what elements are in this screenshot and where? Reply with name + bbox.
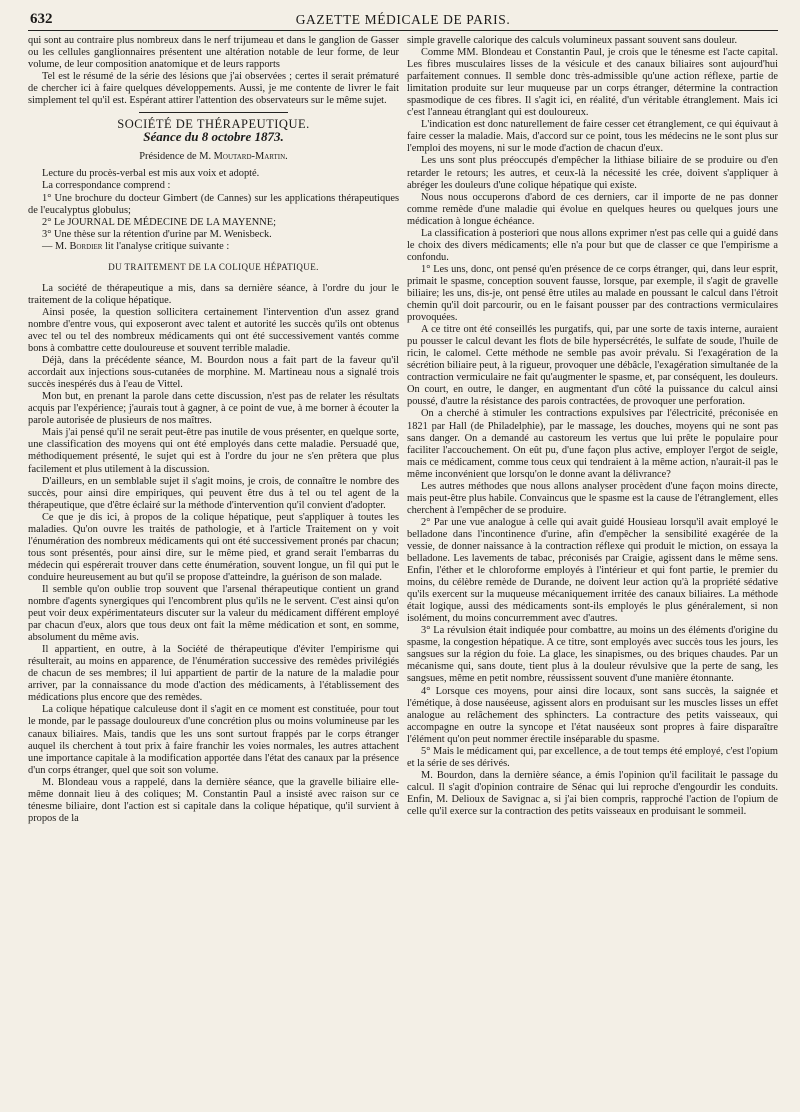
intro-paragraph: qui sont au contraire plus nombreux dans le nerf trijumeau et dans le ganglion de Gasser ou les cellules ganglionnaires présentent une altération notable de leur forme, de leur volume, de leur composition anatomique et de leurs rapports	[28, 35, 399, 71]
body-paragraph: 5° Mais le médicament qui, par excellence, a de tout temps été employé, c'est l'opium et la série de ses dérivés.	[407, 745, 778, 769]
section-divider	[139, 112, 287, 113]
body-paragraph: 3° La révulsion était indiquée pour combattre, au moins un des éléments d'origine du spasme, la congestion hépatique. A ce titre, sont employés avec succès tous les jours, les sangsues sur la région du foie. La glace, les sinapismes, ou des briques chaudes. Par un mécanisme qui, sans doute, tient plus à la douleur révulsive que la perte de sang, les sangsues, même en petit nombre, réussissent souvent d'une manière étonnante.	[407, 625, 778, 685]
body-paragraph: Il appartient, en outre, à la Société de thérapeutique d'éviter l'empirisme qui résulterait, au moins en apparence, de l'énumération successive des remèdes privilégiés de chacun de ses membres; il lui appartient de partir de la nature de la maladie pour arriver, par la connaissance du mode d'action des médicaments, à l'établissement des médications plus encore que des remèdes.	[28, 644, 399, 704]
body-paragraph: 2° Par une vue analogue à celle qui avait guidé Housieau lorsqu'il avait employé le belladone dans l'incontinence d'urine, afin d'empêcher la sensibilité exagérée de la vessie, de donner naissance à la contraction réflexe qui produit le miction, on essaya la belladone. Les lavements de tabac, préconisés par Craigie, agissent dans le même sens. Enfin, l'éther et le chloroforme employés à l'intérieur et qui font partie, le premier du moins, du célèbre remède de Durande, ne doivent leur action qu'à la propriété sédative qu'ils exercent sur la muqueuse mécaniquement irritée des canaux biliaires. La méthode était logique, aussi des médicaments sont-ils employés le plus généralement, si non isolément, du moins concurremment avec d'autres.	[407, 516, 778, 625]
body-paragraph: A ce titre ont été conseillés les purgatifs, qui, par une sorte de taxis interne, auraient pu pousser le calcul devant les flots de bile hypersécrétés, le sulfate de soude, l'huile de ricin, le calomel. Cette méthode ne semble pas avoir prévalu. Si l'exagération de la sécrétion biliaire peut, à la rigueur, provoquer une débâcle, l'exagération simultanée de la contraction vermiculaire ne fait qu'augmenter le spasme, et, par conséquent, les douleurs. On court, en outre, le danger, en augmentant d'un côté la puissance du calcul ainsi poussé, d'autre la résistance des parois contractées, de provoquer une perforation.	[407, 324, 778, 408]
body-paragraph: La colique hépatique calculeuse dont il s'agit en ce moment est constituée, pour tout le monde, par le passage douloureux d'une concrétion plus ou moins volumineuse par les canaux biliaires. Mais, tandis que les uns sont surtout frappés par le corps étranger auquel ils cherchent à tout prix à faire franchir les voies normales, les autres attachent une importance capitale à la modification apportée dans l'état des canaux par la présence d'un corps étranger, quel que soit son volume.	[28, 704, 399, 776]
body-paragraph: Mais j'ai pensé qu'il ne serait peut-être pas inutile de vous présenter, en quelque sorte, une classification des moyens qui ont été employés dans cette maladie. Persuadé que, méthodiquement présenté, le sujet qui est à l'ordre du jour ne s'en prêtera que plus facilement et plus utilement à la discussion.	[28, 427, 399, 475]
body-paragraph: On a cherché à stimuler les contractions expulsives par l'électricité, préconisée en 1821 par Hall (de Philadelphie), par le massage, les douches, moyens qui ne sont pas sans danger. On a demandé au castoreum les vertus que lui prête le populaire pour faciliter l'accouchement. On eût pu, d'une façon plus active, employer l'ergot de seigle, mais ce médicament, comme tous ceux qui tendraient à la même action, n'aurait-il pas le même inconvénient que lorsqu'on le donne avant la délivrance?	[407, 408, 778, 480]
body-paragraph: Ainsi posée, la question sollicitera certainement l'intervention d'un assez grand nombre d'entre vous, qui exposeront avec talent et autorité les succès qu'ils ont obtenus avec tel ou tel des nombreux médicaments qui ont été successivement vantés comme bons à combattre cette douloureuse et souvent terrible maladie.	[28, 306, 399, 355]
body-paragraph: Ce que je dis ici, à propos de la colique hépatique, peut s'appliquer à toutes les maladies. Qu'on ouvre les traités de pathologie, et à l'article Traitement on y voit l'énumération des nombreux médicaments qui ont été successivement pronés par chacun; tous sont présentés, pour ainsi dire, sur le même pied, et grand serait l'embarras du médecin qui espérerait trouver dans cette énumération, souvent longue, un fil qui put le conduire heureusement au but qu'il se propose d'atteindre, la guérison de son malade.	[28, 511, 399, 583]
presidence-prefix: Présidence de M.	[139, 151, 214, 163]
minutes-line: 3° Une thèse sur la rétention d'urine par M. Wenisbeck.	[42, 228, 272, 240]
body-paragraph: D'ailleurs, en un semblable sujet il s'agit moins, je crois, de connaître le nombre des succès, pour ainsi dire empiriques, qui peuvent être dus à tel ou tel agent de la thérapeutique, que d'être éclairé sur la méthode d'intervention qu'il convient d'adopter.	[28, 475, 399, 511]
left-column	[28, 35, 399, 825]
body-paragraph: Les autres méthodes que nous allons analyser procèdent d'une façon moins directe, mais peut-être plus habile. Convaincus que le spasme est la cause de l'étranglement, elles cherchent à l'empêcher de se produire.	[407, 480, 778, 516]
body-paragraph: Mon but, en prenant la parole dans cette discussion, n'est pas de relater les résultats acquis par l'expérience; j'aurais tout à gagner, à ce point de vue, à me borner à écouter la parole autorisée de plusieurs de nos maîtres.	[28, 391, 399, 427]
body-paragraph: Déjà, dans la précédente séance, M. Bourdon nous a fait part de la faveur qu'il accordait aux injections sous-cutanées de morphine. M. Martineau nous a signalé trois succès inespérés dus à l'eau de Vittel.	[28, 355, 399, 391]
presidence-line	[28, 151, 399, 163]
minutes-line: Lecture du procès-verbal est mis aux voix et adopté.	[42, 168, 260, 180]
body-paragraph: Comme MM. Blondeau et Constantin Paul, je crois que le ténesme est l'acte capital. Les fibres musculaires lisses de la vésicule et des canaux biliaires sont aujourd'hui parfaitement connues. Il semble donc très-admissible qu'une action réflexe, partie de limitation produite sur leur muqueuse par un corps étranger, détermine la contraction spasmodique de ces fibres. Il s'agit ici, en réalité, d'un véritable étranglement. Mais ici c'est l'anneau étranglant qui est douloureux.	[407, 47, 778, 119]
seance-heading: Séance du 8 octobre 1873.	[143, 129, 284, 145]
page-header	[28, 8, 778, 31]
body-paragraph: La classification à posteriori que nous allons exprimer n'est pas celle qui a guidé dans le choix des divers médicaments; elle n'a pour but que de classer ce que l'empirisme a confondu.	[407, 227, 778, 263]
body-paragraph: M. Bourdon, dans la dernière séance, a émis l'opinion qu'il facilitait le passage du calcul. Il s'agit d'opinion contraire de Sénac qui lui reproche d'engourdir les conduits. Enfin, M. Delioux de Savignac a, si j'ai bien compris, rapproché l'action de l'opium de celle qu'il exerce sur la contraction des petits vaisseaux en produisant le sommeil.	[407, 769, 778, 817]
intro-paragraph: Tel est le résumé de la série des lésions que j'ai observées ; certes il serait prématuré de chercher ici à faire quelques développements. Aussi, je me contente de livrer le fait simplement tel qu'il est. Espérant attirer l'attention des observateurs sur le même sujet.	[28, 71, 399, 107]
body-paragraph: Les uns sont plus préoccupés d'empêcher la lithiase biliaire de se produire ou d'en retarder le retours; les autres, et ceux-là la nécessité les crée, doivent s'appliquer à abréger les douleurs d'une colique hépatique qui existe.	[407, 155, 778, 191]
body-paragraph: simple gravelle calorique des calculs volumineux passant souvent sans douleur.	[407, 35, 738, 46]
page-number: 632	[30, 11, 53, 27]
body-paragraph: L'indication est donc naturellement de faire cesser cet étranglement, ce qui équivaut à faire cesser la maladie. Mais, d'accord sur ce point, tous les médecins ne le sont plus sur l'emploi des moyens, ni sur le mode d'action de chacun d'eux.	[407, 119, 778, 155]
journal-title: GAZETTE MÉDICALE DE PARIS.	[295, 12, 511, 27]
body-paragraph: M. Blondeau vous a rappelé, dans la dernière séance, que la gravelle biliaire elle-même donnait lieu à des coliques; M. Constantin Paul a insisté avec raison sur ce ténesme biliaire, dont l'action est si capitale dans la colique hépatique, qu'il survient à propos de la	[28, 776, 399, 824]
right-column	[407, 35, 778, 825]
body-paragraph: Il semble qu'on oublie trop souvent que l'arsenal thérapeutique contient un grand nombre d'agents synergiques qui l'encombrent plus qu'ils ne le servent. C'est ainsi qu'on peut voir deux expérimentateurs discuter sur la valeur du médicament différent employé par chacun d'eux, alors que tous deux ont fait la même médication et sont, en somme, absolument du même avis.	[28, 583, 399, 644]
article-title: DU TRAITEMENT DE LA COLIQUE HÉPATIQUE.	[108, 261, 319, 272]
minutes-line: 1° Une brochure du docteur Gimbert (de Cannes) sur les applications thérapeutiques de l'eucalyptus globulus;	[28, 192, 399, 216]
body-paragraph: 4° Lorsque ces moyens, pour ainsi dire locaux, sont sans succès, la saignée et l'émétique, à dose nauséeuse, agissent alors en produisant sur les muscles lisses un effet analogue au relâchement des sphincters. La contracture des petits vaisseaux, qui accompagne en outre la syncope et l'état nauséeux sont propres à faire disparaître l'élément qu'on peut nommer érectile inséparable du spasme.	[407, 685, 778, 745]
minutes-line: La correspondance comprend :	[42, 180, 171, 192]
bordier-line	[28, 241, 399, 253]
bordier-name: Bordier	[69, 240, 103, 252]
bordier-prefix: — M.	[42, 240, 70, 252]
body-paragraph: 1° Les uns, donc, ont pensé qu'en présence de ce corps étranger, qui, dans leur esprit, primait le spasme, conception souvent fausse, lorsque, par exemple, il s'agit de gravelle biliaire; les uns, dis-je, ont pensé être utiles au malade en poussant le calcul dans l'étroit chemin qu'il doit parcourir, ou en le faisant pousser par des contractions vermiculaires provoquées.	[407, 263, 778, 324]
president-name: Moutard-Martin.	[213, 151, 288, 163]
bordier-rest: lit l'analyse critique suivante :	[102, 240, 230, 252]
society-heading: SOCIÉTÉ DE THÉRAPEUTIQUE.	[117, 117, 310, 132]
minutes-line: 2° Le JOURNAL DE MÉDECINE DE LA MAYENNE;	[42, 216, 276, 228]
article-columns	[28, 35, 778, 825]
body-paragraph: Nous nous occuperons d'abord de ces derniers, car il importe de ne pas donner comme remède d'une maladie qui évolue en quelques heures ou quelques jours une médication à longue échéance.	[407, 191, 778, 227]
body-paragraph: La société de thérapeutique a mis, dans sa dernière séance, à l'ordre du jour le traitement de la colique hépatique.	[28, 282, 399, 306]
